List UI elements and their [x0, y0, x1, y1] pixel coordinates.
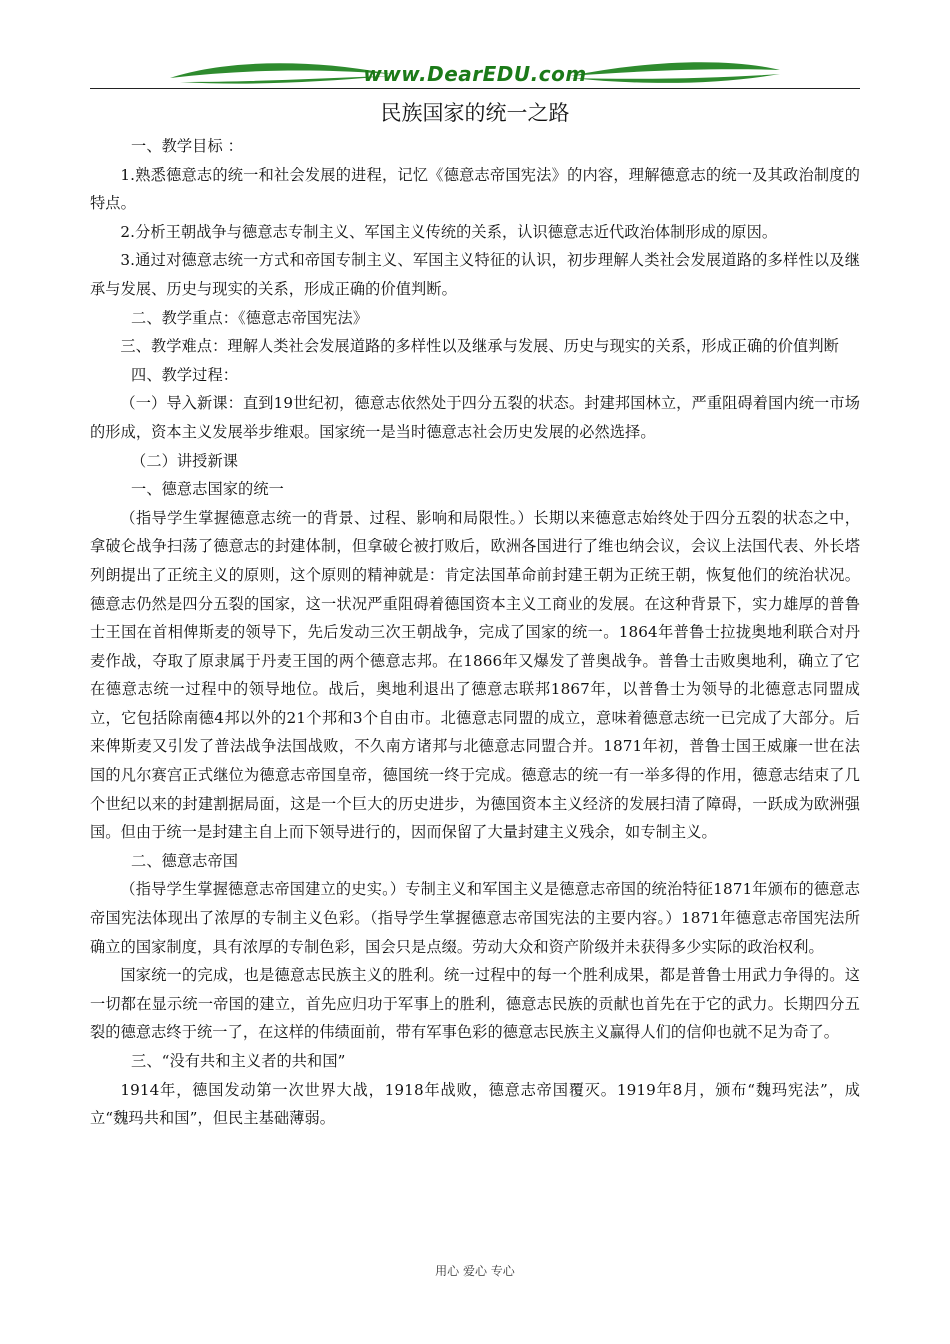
page-footer: 用心 爱心 专心 — [435, 1264, 515, 1278]
paragraph-list — [90, 132, 860, 1133]
document-title: 民族国家的统一之路 — [380, 101, 570, 125]
section-heading: 一、德意志国家的统一 — [131, 480, 284, 499]
header-divider — [90, 88, 860, 89]
body-paragraph: （一）导入新课：直到19世纪初，德意志依然处于四分五裂的状态。封建邦国林立，严重阻碍着国内统一市场的形成，资本主义发展举步维艰。国家统一是当时德意志社会历史发展的必然选择。 — [90, 394, 860, 441]
body-paragraph: 2.分析王朝战争与德意志专制主义、军国主义传统的关系，认识德意志近代政治体制形成的原因。 — [120, 222, 778, 241]
section-heading: （二）讲授新课 — [131, 451, 239, 470]
body-paragraph: （指导学生掌握德意志统一的背景、过程、影响和局限性。）长期以来德意志始终处于四分五裂的状态之中，拿破仑战争扫荡了德意志的封建体制，但拿破仑被打败后，欧洲各国进行了维也纳会议，会议上法国代表、外长塔列朗提出了正统主义的原则，这个原则的精神就是：肯定法国革命前封建王朝为正统王朝，恢复他们的统治状况。德意志仍然是四分五裂的国家，这一状况严重阻碍着德国资本主义工商业的发展。在这种背景下，实力雄厚的普鲁士王国在首相俾斯麦的领导下，先后发动三次王朝战争，完成了国家的统一。1864年普鲁士拉拢奥地利联合对丹麦作战，夺取了原隶属于丹麦王国的两个德意志邦。在1866年又爆发了普奥战争。普鲁士击败奥地利，确立了它在德意志统一过程中的领导地位。战后，奥地利退出了德意志联邦1867年，以普鲁士为领导的北德意志同盟成立，它包括除南德4邦以外的21个邦和3个自由市。北德意志同盟的成立，意味着德意志统一已完成了大部分。后来俾斯麦又引发了普法战争法国战败，不久南方诸邦与北德意志同盟合并。1871年初，普鲁士国王威廉一世在法国的凡尔赛宫正式继位为德意志帝国皇帝，德国统一终于完成。德意志的统一有一举多得的作用，德意志结束了几个世纪以来的封建割据局面，这是一个巨大的历史进步，为德国资本主义经济的发展扫清了障碍，一跃成为欧洲强国。但由于统一是封建主自上而下领导进行的，因而保留了大量封建主义残余，如专制主义。 — [90, 508, 860, 842]
section-heading: 二、德意志帝国 — [131, 851, 239, 870]
document-body — [90, 96, 860, 1133]
body-paragraph: 三、教学难点：理解人类社会发展道路的多样性以及继承与发展、历史与现实的关系，形成正确的价值判断 — [120, 337, 839, 356]
body-paragraph: 1914年，德国发动第一次世界大战，1918年战败，德意志帝国覆灭。1919年8月，颁布“魏玛宪法”，成立“魏玛共和国”，但民主基础薄弱。 — [90, 1080, 860, 1128]
site-brand[interactable]: www.DearEDU.com — [363, 62, 587, 86]
section-heading: 一、教学目标 ： — [131, 137, 243, 155]
section-heading: 四、教学过程： — [131, 365, 239, 384]
body-paragraph: 3.通过对德意志统一方式和帝国专制主义、军国主义特征的认识，初步理解人类社会发展道路的多样性以及继承与发展、历史与现实的关系，形成正确的价值判断。 — [90, 251, 860, 298]
section-heading: 二、教学重点：《德意志帝国宪法》 — [131, 308, 369, 327]
section-heading: 三、“没有共和主义者的共和国” — [131, 1052, 346, 1070]
body-paragraph: 国家统一的完成，也是德意志民族主义的胜利。统一过程中的每一个胜利成果，都是普鲁士用武力争得的。这一切都在显示统一帝国的建立，首先应归功于军事上的胜利，德意志民族的贡献也首先在于它的武力。长期四分五裂的德意志终于统一了，在这样的伟绩面前，带有军事色彩的德意志民族主义赢得人们的信仰也就不足为奇了。 — [90, 966, 860, 1042]
body-paragraph: （指导学生掌握德意志帝国建立的史实。）专制主义和军国主义是德意志帝国的统治特征1871年颁布的德意志帝国宪法体现出了浓厚的专制主义色彩。（指导学生掌握德意志帝国宪法的主要内容。）1871年德意志帝国宪法所确立的国家制度，具有浓厚的专制色彩，国会只是点缀。劳动大众和资产阶级并未获得多少实际的政治权利。 — [90, 880, 860, 956]
body-paragraph: 1.熟悉德意志的统一和社会发展的进程，记忆《德意志帝国宪法》的内容，理解德意志的统一及其政治制度的特点。 — [90, 165, 860, 213]
